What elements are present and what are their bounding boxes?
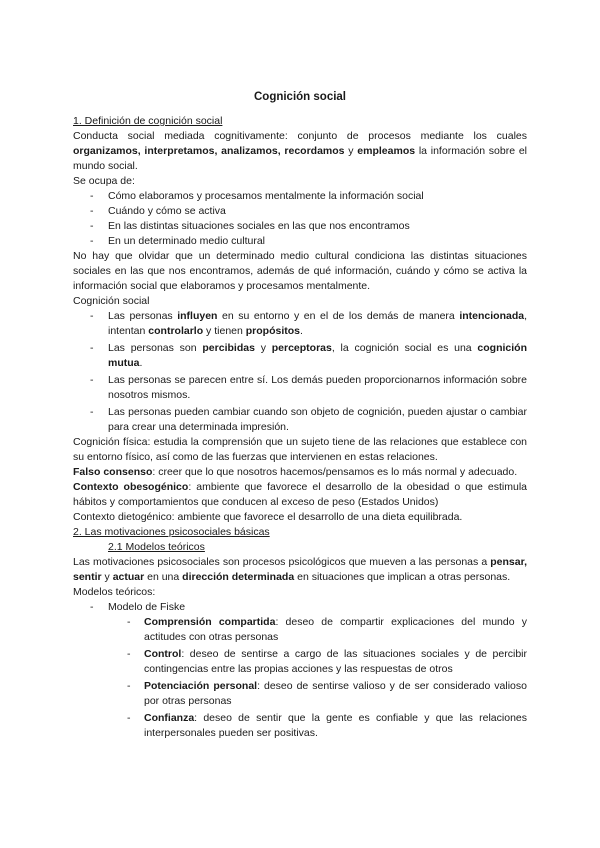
bold-run: intencionada: [459, 310, 525, 322]
dietogenico-paragraph: Contexto dietogénico: ambiente que favorece el desarrollo de una dieta equilibrada.: [73, 511, 463, 523]
text-run: en situaciones que implican a otras personas.: [294, 571, 511, 583]
text-run: : deseo de sentirse valioso y de ser considerado valioso por otras personas: [144, 680, 527, 707]
bold-run: controlarlo: [148, 325, 204, 337]
bold-run: Confianza: [144, 712, 195, 724]
document-content: [73, 90, 527, 741]
bold-run: cognición mutua: [108, 342, 527, 369]
list-item: [73, 309, 527, 339]
bold-run: dirección determinada: [182, 571, 295, 583]
text-run: y: [101, 571, 113, 583]
list-item: [73, 615, 527, 645]
text-run: en su entorno y en el de los demás de manera: [217, 310, 460, 322]
bold-run: organizamos, interpretamos, analizamos, recordamos: [73, 145, 345, 157]
text-run: y tienen: [203, 325, 246, 337]
section-heading-2: 2. Las motivaciones psicosociales básicas: [73, 526, 270, 538]
text-run: Las personas son: [108, 342, 203, 354]
bold-run: propósitos: [245, 325, 301, 337]
list-item: [73, 647, 527, 677]
list-item: - Las personas se parecen entre sí. Los demás pueden proporcionarnos información sobre nosotros mismos.: [73, 373, 527, 403]
bold-run: Potenciación personal: [144, 680, 258, 692]
text-run: .: [300, 325, 303, 337]
bold-run: Comprensión compartida: [144, 616, 276, 628]
definition-paragraph: [73, 129, 527, 174]
list-item: [73, 341, 527, 371]
text-run: Conducta social mediada cognitivamente: conjunto de procesos mediante los cuales: [73, 130, 527, 142]
list-item: [73, 679, 527, 709]
bold-run: perceptoras: [271, 342, 332, 354]
bold-run: percibidas: [202, 342, 255, 354]
text-run: Las motivaciones psicosociales son procesos psicológicos que mueven a las personas a: [73, 556, 491, 568]
list-item: - En las distintas situaciones sociales en las que nos encontramos: [73, 219, 527, 234]
text-run: y: [254, 342, 272, 354]
cognicion-label: Cognición social: [73, 295, 150, 307]
subsection-heading: 2.1 Modelos teóricos: [108, 541, 205, 553]
bold-run: empleamos: [357, 145, 416, 157]
list-item: - En un determinado medio cultural: [73, 234, 527, 249]
bold-run: Falso consenso: [73, 466, 153, 478]
text-run: Las personas: [108, 310, 178, 322]
text-run: : deseo de compartir explicaciones del mundo y actitudes con otras personas: [144, 616, 527, 643]
bold-run: pensar, sentir: [73, 556, 527, 583]
text-run: : creer que lo que nosotros hacemos/pensamos es lo más normal y adecuado.: [152, 466, 518, 478]
text-run: : ambiente que favorece el desarrollo de la obesidad o que estimula hábitos y comportamientos que conducen al exceso de peso (Estados Unidos): [73, 481, 527, 508]
list-item: [73, 711, 527, 741]
fiske-list: [73, 615, 527, 741]
page-title: Cognición social: [253, 91, 346, 103]
text-run: .: [139, 357, 143, 369]
text-run: : deseo de sentir que la gente es confiable y que las relaciones interpersonales pueden ser positivas.: [144, 712, 527, 739]
falso-consenso-paragraph: [73, 465, 527, 480]
bold-run: Control: [144, 648, 182, 660]
list-item: - Las personas pueden cambiar cuando son objeto de cognición, pueden ajustar o cambiar para crear una determinada impresión.: [73, 405, 527, 435]
cultural-paragraph: No hay que olvidar que un determinado medio cultural condiciona las distintas situaciones sociales en las que nos encontramos, además de qué información, cuándo y cómo se activa la información social que elaboramos y procesamos mentalmente.: [73, 250, 527, 292]
obesogenico-paragraph: [73, 480, 527, 510]
text-run: , intentan: [108, 310, 527, 337]
modelos-list: [73, 600, 527, 615]
ocupa-label: Se ocupa de:: [73, 175, 135, 187]
list-item: - Cómo elaboramos y procesamos mentalmente la información social: [73, 189, 527, 204]
fisica-paragraph: Cognición física: estudia la comprensión que un sujeto tiene de las relaciones que establece con su entorno físico, así como de las fuerzas que intervienen en estas relaciones.: [73, 436, 527, 463]
ocupa-list: [73, 189, 527, 249]
bold-run: influyen: [177, 310, 218, 322]
list-item: - Cuándo y cómo se activa: [73, 204, 527, 219]
motivaciones-paragraph: [73, 555, 527, 585]
cognicion-list: [73, 309, 527, 435]
bold-run: actuar: [112, 571, 145, 583]
text-run: la información sobre el mundo social.: [73, 145, 527, 172]
text-run: , la cognición social es una: [331, 342, 478, 354]
bold-run: Contexto obesogénico: [73, 481, 189, 493]
section-heading-1: 1. Definición de cognición social: [73, 115, 223, 127]
text-run: : deseo de sentirse a cargo de las situaciones sociales y de percibir contingencias entre las propias acciones y las respuestas de otros: [144, 648, 527, 675]
modelos-label: Modelos teóricos:: [73, 586, 156, 598]
list-item: - Modelo de Fiske: [73, 600, 527, 615]
text-run: en una: [144, 571, 183, 583]
text-run: y: [344, 145, 358, 157]
